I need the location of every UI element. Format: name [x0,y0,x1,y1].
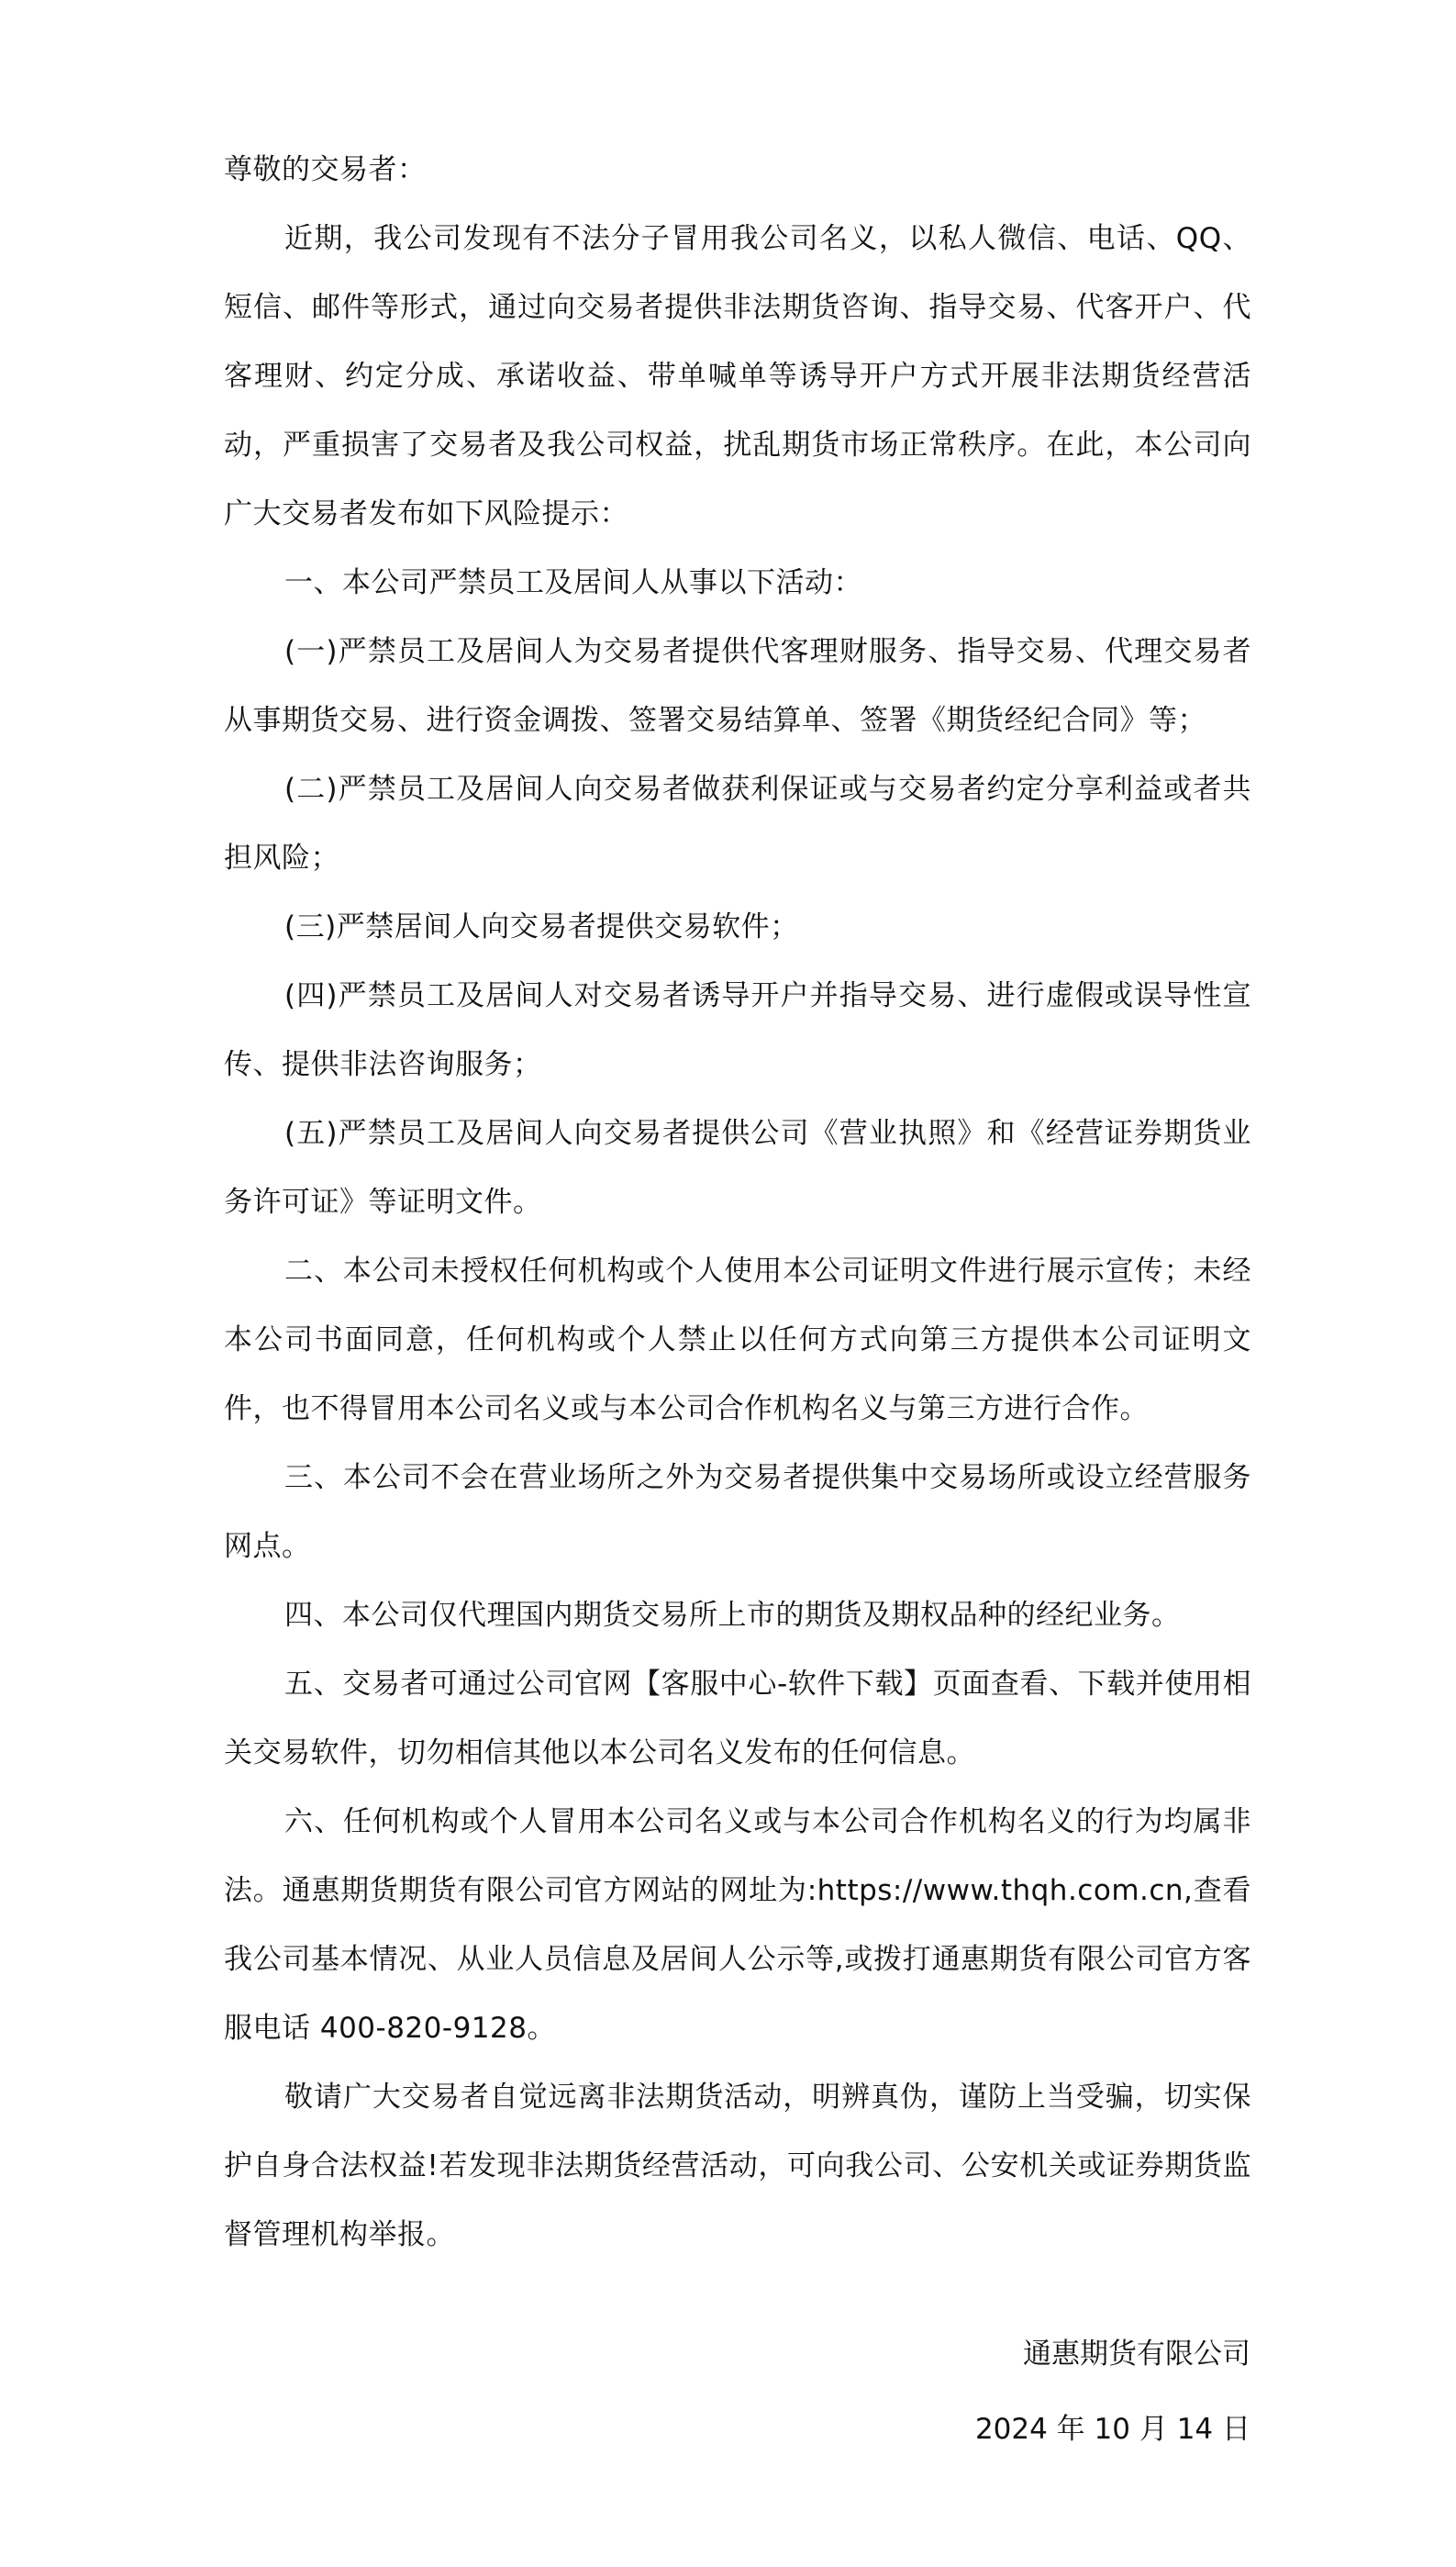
section-1-item-1: (一)严禁员工及居间人为交易者提供代客理财服务、指导交易、代理交易者从事期货交易、进行资金调拨、签署交易结算单、签署《期货经纪合同》等； [224,635,1251,737]
section-5-paragraph: 五、交易者可通过公司官网【客服中心-软件下载】页面查看、下载并使用相关交易软件，切勿相信其他以本公司名义发布的任何信息。 [224,1668,1251,1769]
section-1-item-5: (五)严禁员工及居间人向交易者提供公司《营业执照》和《经营证券期货业务许可证》等证明文件。 [224,1117,1251,1219]
section-3-paragraph: 三、本公司不会在营业场所之外为交易者提供集中交易场所或设立经营服务网点。 [224,1461,1251,1563]
signature-date: 2024 年 10 月 14 日 [974,2413,1250,2446]
section-6-paragraph: 六、任何机构或个人冒用本公司名义或与本公司合作机构名义的行为均属非法。通惠期货期货有限公司官方网站的网址为:https://www.thqh.com.cn,查看我公司基本情况、从业人员信息及居间人公示等,或拨打通惠期货有限公司官方客服电话 400-820-9128。 [224,1805,1251,2045]
section-1-heading: 一、本公司严禁员工及居间人从事以下活动： [284,566,862,599]
section-2-paragraph: 二、本公司未授权任何机构或个人使用本公司证明文件进行展示宣传；未经本公司书面同意，任何机构或个人禁止以任何方式向第三方提供本公司证明文件，也不得冒用本公司名义或与本公司合作机构名义与第三方进行合作。 [224,1255,1251,1425]
section-4-paragraph: 四、本公司仅代理国内期货交易所上市的期货及期权品种的经纪业务。 [284,1599,1181,1632]
section-1-item-3: (三)严禁居间人向交易者提供交易软件； [284,910,799,943]
signature-company: 通惠期货有限公司 [1023,2338,1250,2371]
section-1-item-4: (四)严禁员工及居间人对交易者诱导开户并指导交易、进行虚假或误导性宣传、提供非法咨询服务； [224,979,1251,1081]
section-1-item-2: (二)严禁员工及居间人向交易者做获利保证或与交易者约定分享利益或者共担风险； [224,773,1251,875]
greeting: 尊敬的交易者： [224,153,427,186]
intro-paragraph: 近期，我公司发现有不法分子冒用我公司名义，以私人微信、电话、QQ、短信、邮件等形式，通过向交易者提供非法期货咨询、指导交易、代客开户、代客理财、约定分成、承诺收益、带单喊单等诱导开户方式开展非法期货经营活动，严重损害了交易者及我公司权益，扰乱期货市场正常秩序。在此，本公司向广大交易者发布如下风险提示： [224,222,1251,530]
closing-paragraph: 敬请广大交易者自觉远离非法期货活动，明辨真伪，谨防上当受骗，切实保护自身合法权益!若发现非法期货经营活动，可向我公司、公安机关或证券期货监督管理机构举报。 [224,2081,1251,2251]
notice-document [224,136,1251,2270]
